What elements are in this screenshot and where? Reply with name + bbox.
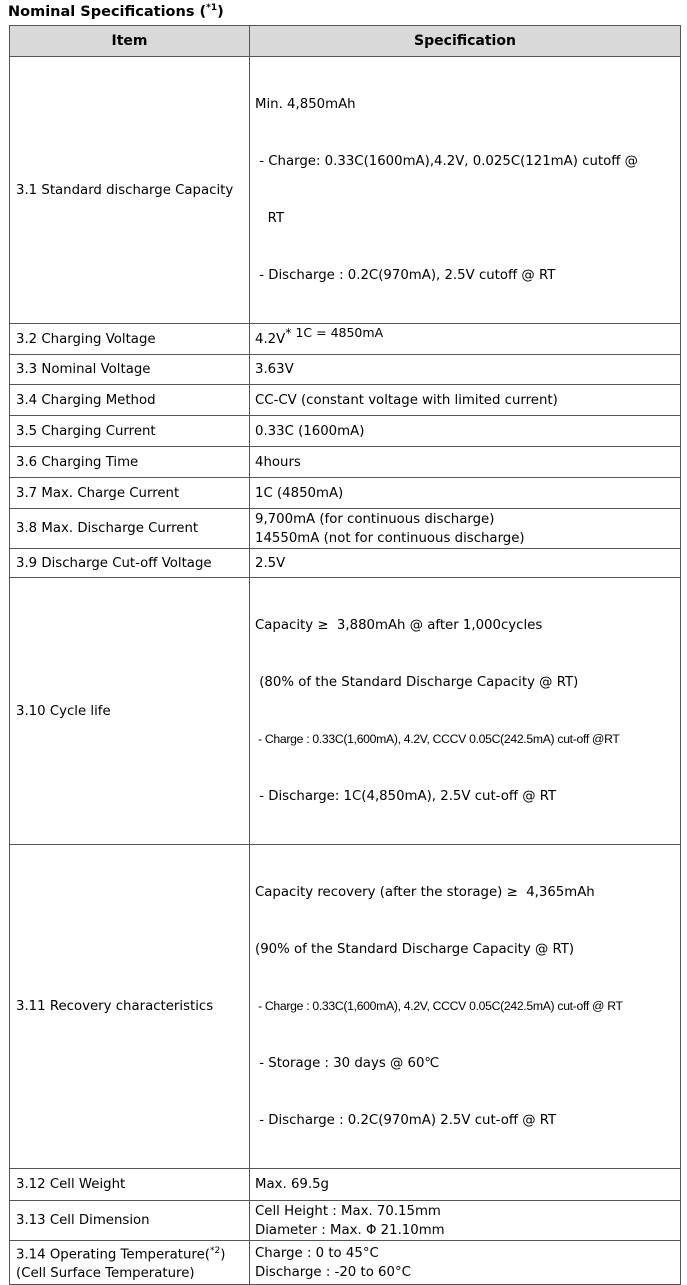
table-row [10, 1169, 681, 1201]
table-row [10, 549, 681, 578]
item-cell: 3.10 Cycle life [10, 578, 250, 845]
item-cell: 3.4 Charging Method [10, 385, 250, 416]
spec-cell: Max. 69.5g [250, 1169, 681, 1201]
spec-cell: 1C (4850mA) [250, 478, 681, 509]
table-header-row [10, 26, 681, 57]
table-row [10, 385, 681, 416]
item-cell: 3.11 Recovery characteristics [10, 845, 250, 1169]
spec-cell: 4hours [250, 447, 681, 478]
item-cell: 3.5 Charging Current [10, 416, 250, 447]
spec-cell: 2.5V [250, 549, 681, 578]
table-row [10, 324, 681, 355]
table-row [10, 1241, 681, 1285]
spec-cell: Capacity recovery (after the storage) ≥ 4,365mAh (90% of the Standard Discharge Capacity @ RT) - Charge : 0.33C(1,600mA), 4.2V, CCCV 0.05C(242.5mA) cut-off @ RT - Storage : 30 days @ 60℃ - Discharge : 0.2C(970mA) 2.5V cut-off @ RT [250, 845, 681, 1169]
item-cell: 3.8 Max. Discharge Current [10, 509, 250, 549]
spec-cell: 0.33C (1600mA) [250, 416, 681, 447]
table-row [10, 416, 681, 447]
table-row [10, 478, 681, 509]
spec-cell: Min. 4,850mAh - Charge: 0.33C(1600mA),4.2V, 0.025C(121mA) cutoff @ RT - Discharge : 0.2C(970mA), 2.5V cutoff @ RT [250, 57, 681, 324]
table-row [10, 355, 681, 385]
item-cell: 3.12 Cell Weight [10, 1169, 250, 1201]
spec-cell: Charge : 0 to 45°C Discharge : -20 to 60°C [250, 1241, 681, 1285]
item-cell: 3.14 Operating Temperature($^{*2}$) (Cell Surface Temperature) [10, 1241, 250, 1285]
spec-cell: CC-CV (constant voltage with limited current) [250, 385, 681, 416]
table-row [10, 578, 681, 845]
item-cell: 3.3 Nominal Voltage [10, 355, 250, 385]
table-row [10, 57, 681, 324]
table-row [10, 845, 681, 1169]
item-cell: 3.2 Charging Voltage [10, 324, 250, 355]
specifications-table [9, 25, 681, 1285]
spec-cell: 9,700mA (for continuous discharge) 14550mA (not for continuous discharge) [250, 509, 681, 549]
table-row [10, 509, 681, 549]
spec-cell: Capacity ≥ 3,880mAh @ after 1,000cycles (80% of the Standard Discharge Capacity @ RT) - Charge : 0.33C(1,600mA), 4.2V, CCCV 0.05C(242.5mA) cut-off @RT - Discharge: 1C(4,850mA), 2.5V cut-off @ RT [250, 578, 681, 845]
item-cell: 3.6 Charging Time [10, 447, 250, 478]
header-item: Item [10, 26, 250, 57]
page-title: Nominal Specifications ($^{*1}$) [8, 3, 224, 20]
header-specification: Specification [250, 26, 681, 57]
item-cell: 3.9 Discharge Cut-off Voltage [10, 549, 250, 578]
table-row [10, 1201, 681, 1241]
spec-cell: 4.2V* 1C = 4850mA [250, 324, 681, 355]
spec-cell: Cell Height : Max. 70.15mm Diameter : Max. Φ 21.10mm [250, 1201, 681, 1241]
item-cell: 3.1 Standard discharge Capacity [10, 57, 250, 324]
footnote-1c: * 1C = 4850mA [285, 325, 384, 340]
table-row [10, 447, 681, 478]
item-cell: 3.7 Max. Charge Current [10, 478, 250, 509]
item-cell: 3.13 Cell Dimension [10, 1201, 250, 1241]
spec-cell: 3.63V [250, 355, 681, 385]
